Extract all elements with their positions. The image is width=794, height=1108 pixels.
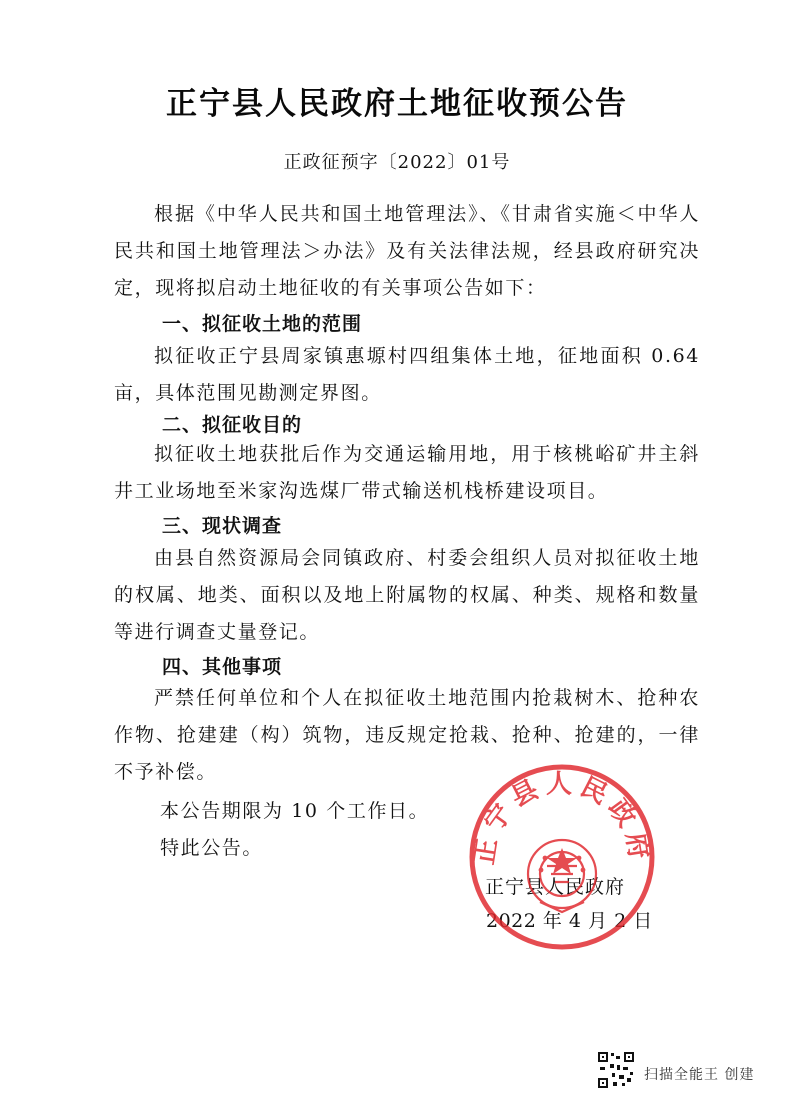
svg-text:正宁县人民政府: 正宁县人民政府 [469, 769, 655, 867]
section-body-scope-wrap [114, 338, 700, 412]
section-heading-survey: 三、现状调查 [162, 515, 283, 537]
closing-text: 特此公告。 [160, 837, 264, 859]
section-body-scope: 拟征收正宁县周家镇惠塬村四组集体土地，征地面积 0.64亩，具体范围见勘测定界图。 [114, 345, 700, 404]
validity-text: 本公告期限为 10 个工作日。 [160, 800, 430, 822]
official-seal-icon [467, 762, 657, 952]
qr-code-icon [597, 1051, 635, 1089]
section-body-survey: 由县自然资源局会同镇政府、村委会组织人员对拟征收土地的权属、地类、面积以及地上附属物的权属、种类、规格和数量等进行调查丈量登记。 [114, 547, 700, 643]
signature-organization: 正宁县人民政府 [485, 876, 626, 898]
section-body-survey-wrap [114, 540, 700, 651]
section-body-other: 严禁任何单位和个人在拟征收土地范围内抢栽树木、抢种农作物、抢建建（构）筑物，违反规定抢栽、抢种、抢建的，一律不予补偿。 [114, 687, 700, 783]
document-title: 正宁县人民政府土地征收预公告 [166, 86, 628, 122]
document-number: 正政征预字〔2022〕01号 [283, 152, 511, 173]
section-heading-other: 四、其他事项 [162, 656, 283, 678]
intro-paragraph [114, 196, 700, 307]
section-body-purpose-wrap [114, 436, 700, 510]
scanner-watermark: 扫描全能王 创建 [644, 1067, 755, 1083]
signature-date: 2022 年 4 月 2 日 [486, 910, 653, 932]
section-heading-purpose: 二、拟征收目的 [162, 414, 303, 436]
section-heading-scope: 一、拟征收土地的范围 [162, 313, 363, 335]
section-body-purpose: 拟征收土地获批后作为交通运输用地，用于核桃峪矿井主斜井工业场地至米家沟选煤厂带式输送机栈桥建设项目。 [114, 443, 700, 502]
intro-text: 根据《中华人民共和国土地管理法》、《甘肃省实施＜中华人民共和国土地管理法＞办法》及有关法律法规，经县政府研究决定，现将拟启动土地征收的有关事项公告如下： [114, 203, 700, 299]
